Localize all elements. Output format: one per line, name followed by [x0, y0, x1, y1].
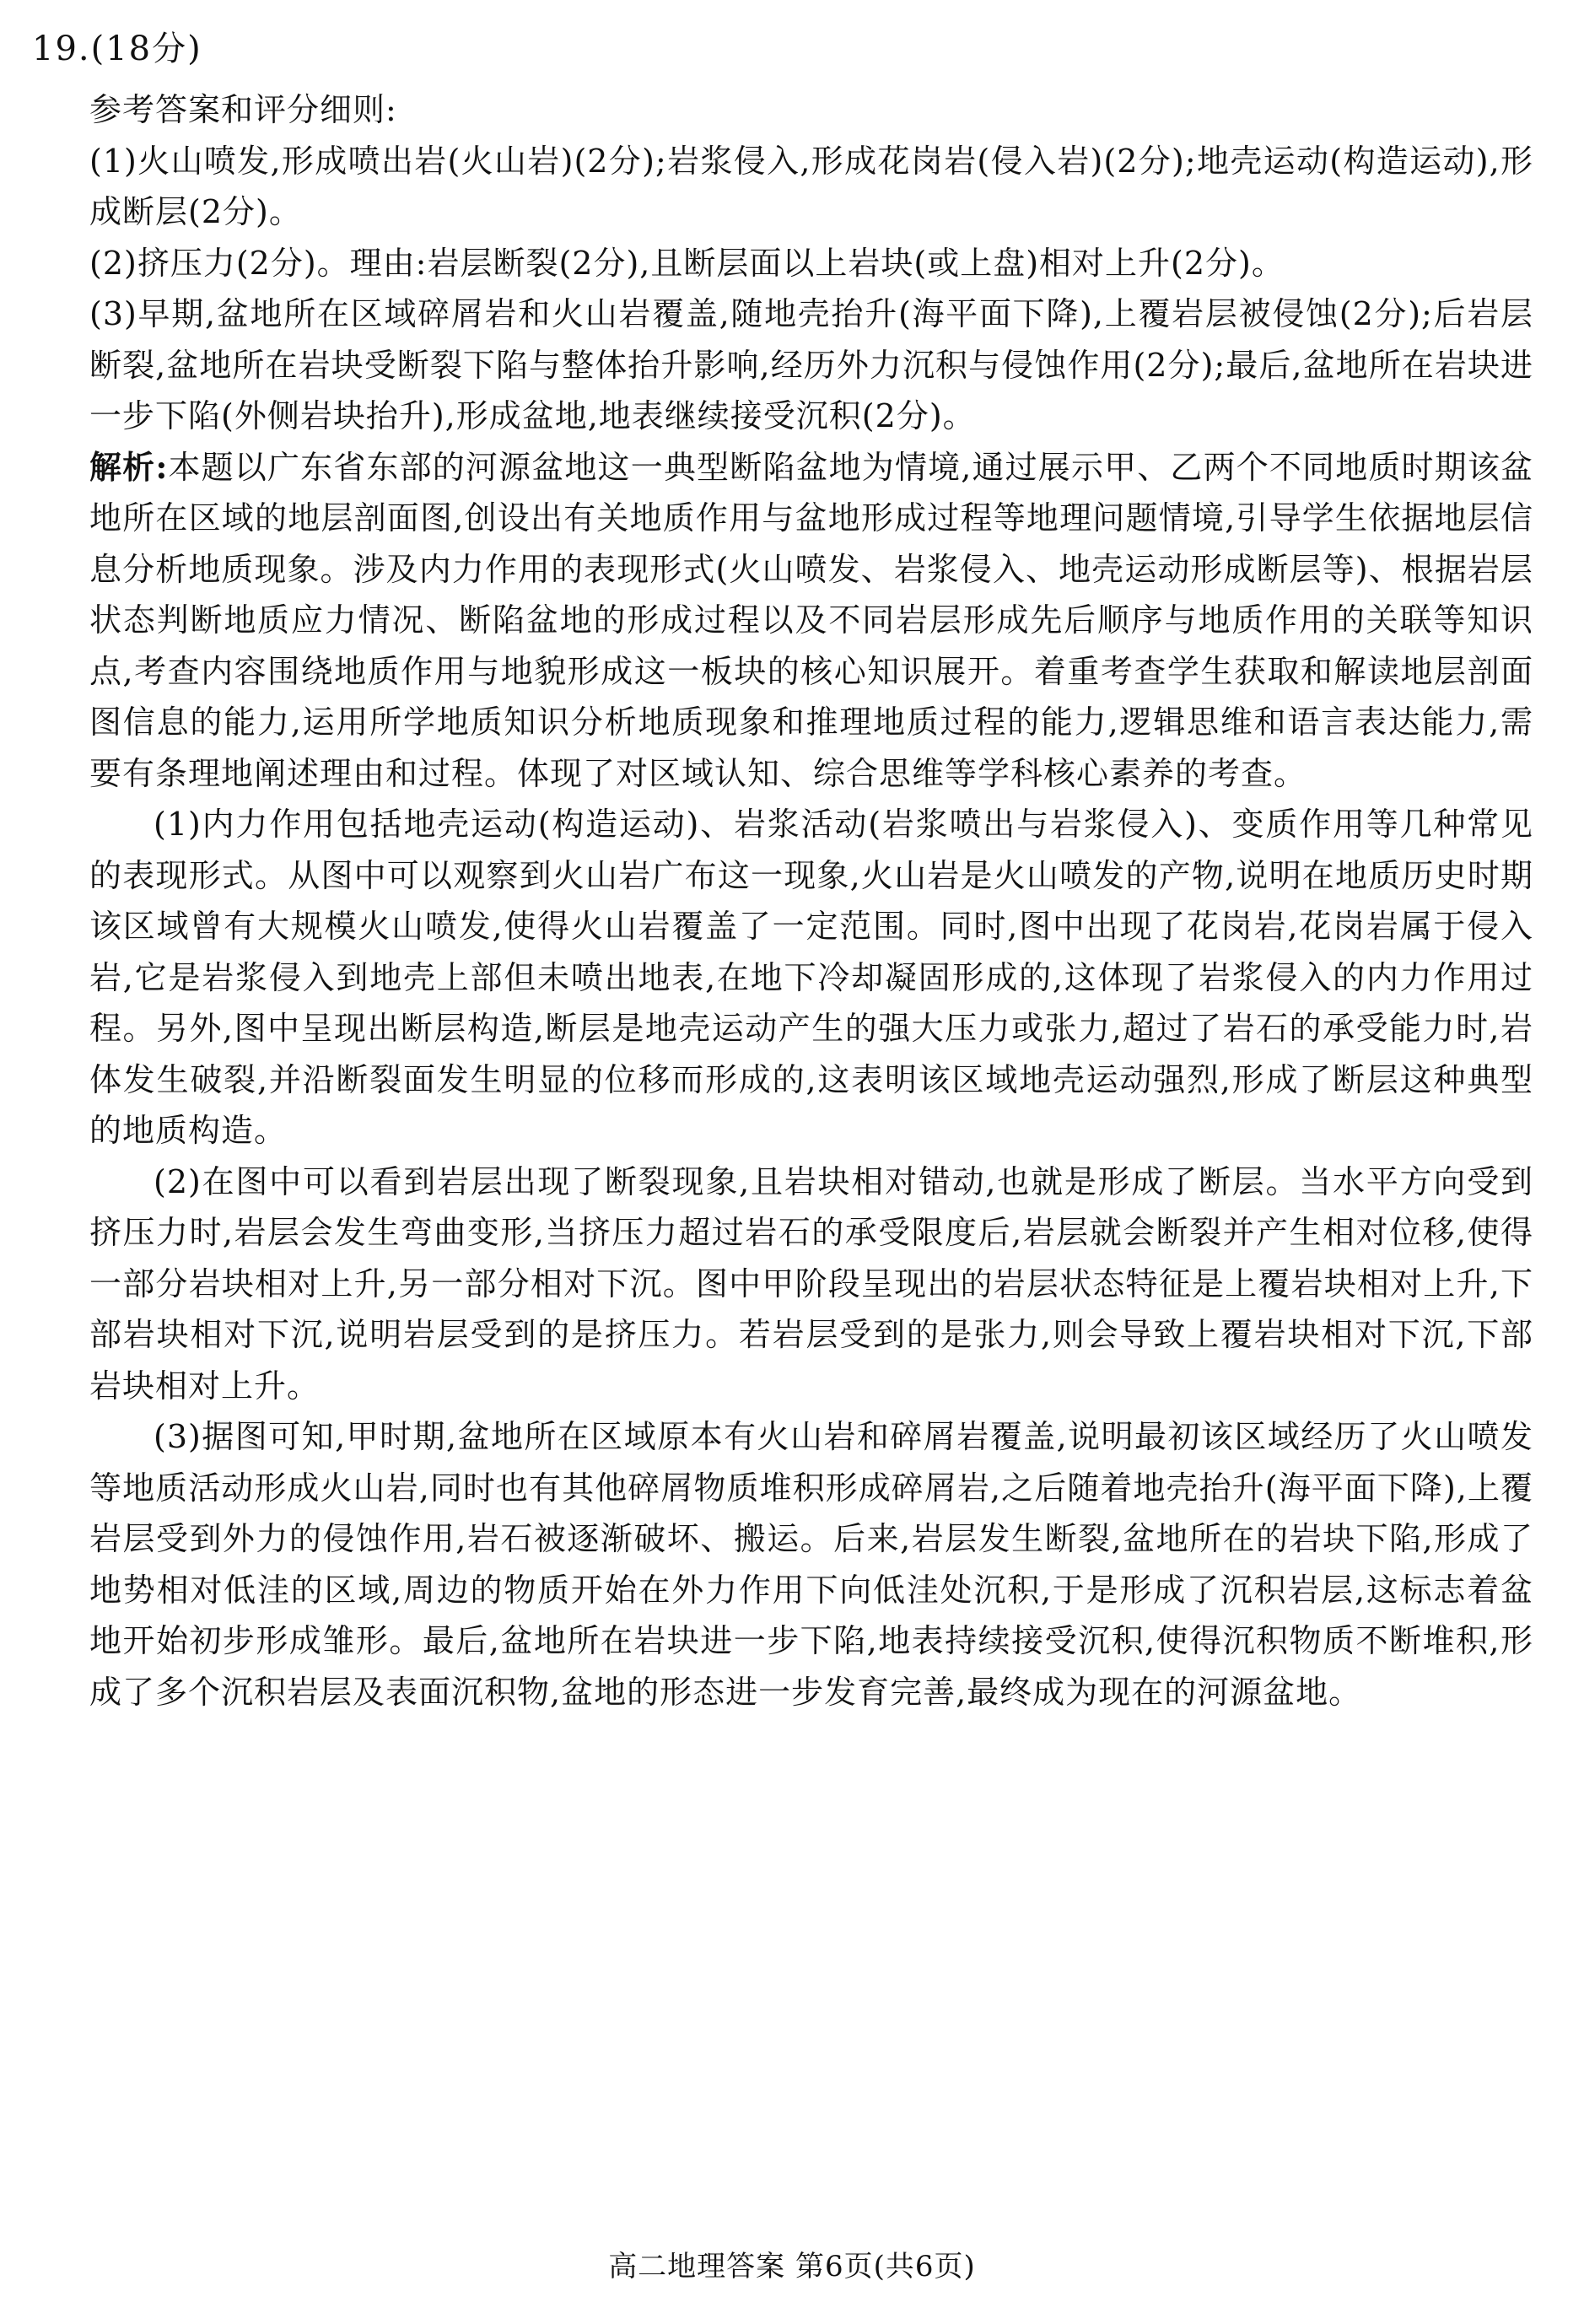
- answer-item-2: (2)挤压力(2分)。理由:岩层断裂(2分),且断层面以上岩块(或上盘)相对上升(2分)。: [89, 244, 1285, 282]
- question-score: (18分): [90, 30, 202, 68]
- answer-content: [89, 84, 1533, 1717]
- page-footer: 高二地理答案 第6页(共6页): [608, 2250, 976, 2284]
- analysis-paragraph-1: (1)内力作用包括地壳运动(构造运动)、岩浆活动(岩浆喷出与岩浆侵入)、变质作用等几种常见的表现形式。从图中可以观察到火山岩广布这一现象,火山岩是火山喷发的产物,说明在地质历史时期该区域曾有大规模火山喷发,使得火山岩覆盖了一定范围。同时,图中出现了花岗岩,花岗岩属于侵入岩,它是岩浆侵入到地壳上部但未喷出地表,在地下冷却凝固形成的,这体现了岩浆侵入的内力作用过程。另外,图中呈现出断层构造,断层是地壳运动产生的强大压力或张力,超过了岩石的承受能力时,岩体发生破裂,并沿断裂面发生明显的位移而形成的,这表明该区域地壳运动强烈,形成了断层这种典型的地质构造。: [89, 806, 1533, 1149]
- analysis-intro: 本题以广东省东部的河源盆地这一典型断陷盆地为情境,通过展示甲、乙两个不同地质时期该盆地所在区域的地层剖面图,创设出有关地质作用与盆地形成过程等地理问题情境,引导学生依据地层信息分析地质现象。涉及内力作用的表现形式(火山喷发、岩浆侵入、地壳运动形成断层等)、根据岩层状态判断地质应力情况、断陷盆地的形成过程以及不同岩层形成先后顺序与地质作用的关联等知识点,考查内容围绕地质作用与地貌形成这一板块的核心知识展开。着重考查学生获取和解读地层剖面图信息的能力,运用所学地质知识分析地质现象和推理地质过程的能力,逻辑思维和语言表达能力,需要有条理地阐述理由和过程。体现了对区域认知、综合思维等学科核心素养的考查。: [89, 448, 1533, 792]
- question-number: 19.: [32, 30, 91, 68]
- answer-item-1: (1)火山喷发,形成喷出岩(火山岩)(2分);岩浆侵入,形成花岗岩(侵入岩)(2分);地壳运动(构造运动),形成断层(2分)。: [89, 142, 1533, 230]
- analysis-intro-paragraph: [89, 442, 1533, 800]
- answer-item-3: (3)早期,盆地所在区域碎屑岩和火山岩覆盖,随地壳抬升(海平面下降),上覆岩层被侵蚀(2分);后岩层断裂,盆地所在岩块受断裂下陷与整体抬升影响,经历外力沉积与侵蚀作用(2分);最后,盆地所在岩块进一步下陷(外侧岩块抬升),形成盆地,地表继续接受沉积(2分)。: [89, 295, 1533, 434]
- answer-heading: 参考答案和评分细则:: [89, 91, 397, 128]
- question-header: [32, 24, 202, 74]
- analysis-label: 解析:: [89, 447, 169, 486]
- analysis-paragraph-3: (3)据图可知,甲时期,盆地所在区域原本有火山岩和碎屑岩覆盖,说明最初该区域经历了火山喷发等地质活动形成火山岩,同时也有其他碎屑物质堆积形成碎屑岩,之后随着地壳抬升(海平面下降),上覆岩层受到外力的侵蚀作用,岩石被逐渐破坏、搬运。后来,岩层发生断裂,盆地所在的岩块下陷,形成了地势相对低洼的区域,周边的物质开始在外力作用下向低洼处沉积,于是形成了沉积岩层,这标志着盆地开始初步形成雏形。最后,盆地所在岩块进一步下陷,地表持续接受沉积,使得沉积物质不断堆积,形成了多个沉积岩层及表面沉积物,盆地的形态进一步发育完善,最终成为现在的河源盆地。: [89, 1418, 1533, 1711]
- analysis-paragraph-2: (2)在图中可以看到岩层出现了断裂现象,且岩块相对错动,也就是形成了断层。当水平方向受到挤压力时,岩层会发生弯曲变形,当挤压力超过岩石的承受限度后,岩层就会断裂并产生相对位移,使得一部分岩块相对上升,另一部分相对下沉。图中甲阶段呈现出的岩层状态特征是上覆岩块相对上升,下部岩块相对下沉,说明岩层受到的是挤压力。若岩层受到的是张力,则会导致上覆岩块相对下沉,下部岩块相对上升。: [89, 1162, 1533, 1405]
